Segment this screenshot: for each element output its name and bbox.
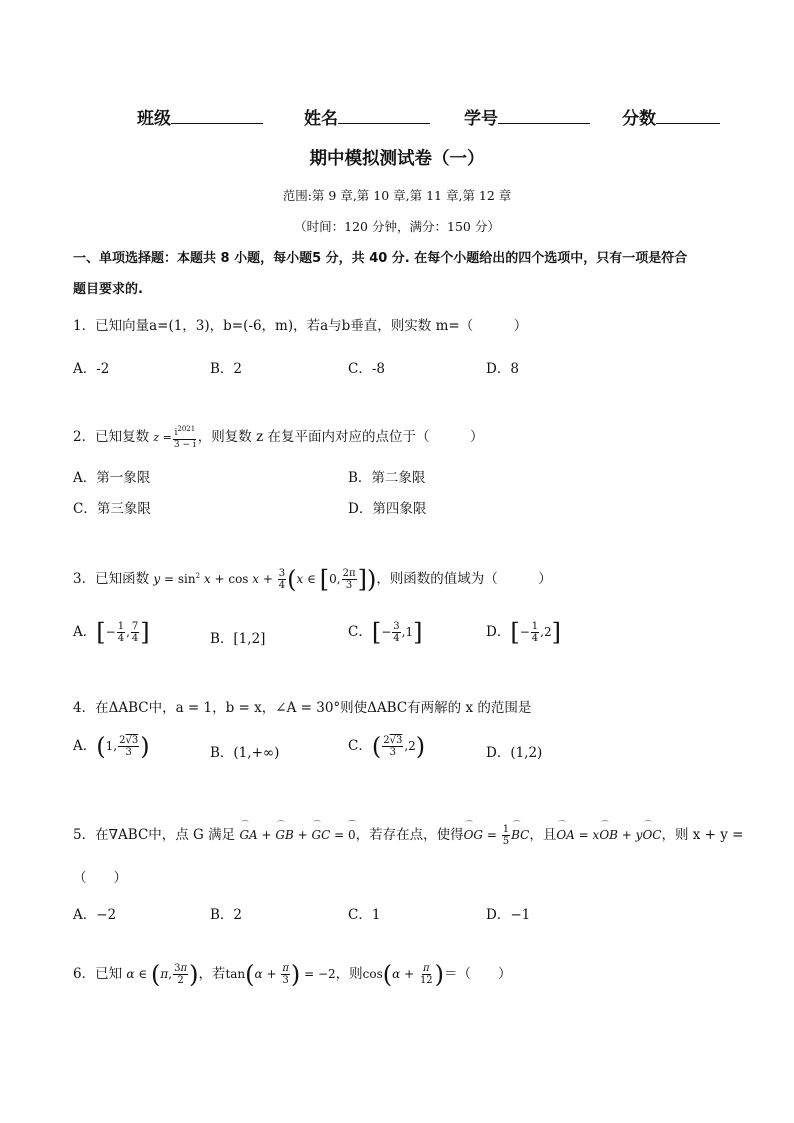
q3-option-c[interactable]: C．[− $\frac{3}{4}$ ,1] — [348, 618, 423, 647]
question-1 — [73, 314, 527, 334]
question-text-pre: 在∇ABC中，点 G 满足 — [95, 827, 236, 843]
q2-option-d[interactable]: D．第四象限 — [348, 501, 427, 517]
name-blank[interactable] — [338, 107, 430, 124]
q5-option-b[interactable]: B．2 — [210, 907, 243, 923]
class-label: 班级 — [137, 109, 171, 129]
question-text-mid: ，若 — [198, 966, 226, 982]
question-2 — [73, 424, 483, 451]
formula-function: $y = \sin^2 x + \cos x$ + $\frac{3}{4}$ (x ∈ [0, $\frac{2\pi}{3}$ ]) — [153, 565, 377, 594]
question-text-post: ＝（ ） — [444, 966, 512, 982]
question-text-mid2: ，且 — [529, 827, 557, 843]
name-label: 姓名 — [304, 109, 338, 129]
class-blank[interactable] — [171, 107, 263, 124]
formula-alpha-range: α ∈ (π, $\frac{3\pi}{2}$ ) — [126, 960, 199, 989]
id-blank[interactable] — [498, 107, 590, 124]
question-text-pre: 已知函数 — [95, 571, 150, 587]
time-info: （时间：120 分钟，满分：150 分） — [294, 219, 500, 234]
formula-cos: cos(α + $\frac{\pi}{12}$ ) — [362, 960, 445, 989]
question-text-mid: ，若存在点，使得 — [355, 827, 464, 843]
q3-option-a[interactable]: A．[− $\frac{1}{4}$ , $\frac{7}{4}$ ] — [73, 618, 150, 647]
formula-oa: ⌒ OA = x⌒ OB + y⌒ OC — [556, 828, 661, 842]
exam-scope: 范围:第 9 章,第 10 章,第 11 章,第 12 章 — [282, 188, 512, 203]
formula-og: ⌒ OG = $\frac{1}{5}$ ⌒ BC — [464, 828, 530, 842]
q2-option-b[interactable]: B．第二象限 — [348, 470, 426, 486]
question-text: 在ΔABC中，a = 1，b = x，∠A = 30°则使ΔABC有两解的 x 的范围是 — [95, 700, 532, 716]
q5-answer-paren: （ ） — [73, 870, 127, 886]
q3-option-b[interactable]: B．[1,2] — [210, 631, 266, 647]
question-5 — [73, 823, 744, 847]
q1-option-c[interactable]: C．-8 — [348, 361, 385, 377]
question-number: 5． — [73, 827, 96, 843]
question-number: 4． — [73, 700, 96, 716]
q1-option-a[interactable]: A．-2 — [73, 361, 110, 377]
q3-option-d[interactable]: D．[− $\frac{1}{4}$ ,2] — [486, 618, 561, 647]
fraction-i-power: $\frac{i^{2021}}{3 - i}$ — [173, 425, 196, 450]
q4-option-c[interactable]: C．( $\frac{2√3}{3}$ ,2) — [348, 732, 426, 761]
section-heading-line2: 题目要求的. — [73, 282, 143, 297]
question-6 — [73, 962, 512, 987]
question-number: 3． — [73, 571, 96, 587]
score-label: 分数 — [622, 109, 656, 129]
question-number: 2． — [73, 429, 96, 445]
q2-option-a[interactable]: A．第一象限 — [73, 470, 151, 486]
formula-centroid: ⌒ GA + ⌒ GB + ⌒ GC = ⌒ 0 — [239, 828, 355, 842]
question-text: 已知向量a=(1，3)，b=(-6，m)，若a与b垂直，则实数 m=（ ） — [95, 318, 528, 334]
page-title: 期中模拟测试卷（一） — [309, 149, 485, 169]
formula-tan: tan(α + $\frac{\pi}{3}$ ) = −2 — [225, 960, 336, 989]
score-blank[interactable] — [656, 107, 720, 124]
id-label: 学号 — [464, 109, 498, 129]
q4-option-d[interactable]: D．(1,2) — [486, 745, 543, 761]
name-field — [304, 104, 430, 129]
question-text-mid2: ，则 — [335, 966, 363, 982]
formula-z: z = — [153, 431, 172, 444]
q5-option-c[interactable]: C．1 — [348, 907, 381, 923]
q5-option-d[interactable]: D．−1 — [486, 907, 531, 923]
question-number: 1． — [73, 318, 96, 334]
question-number: 6． — [73, 966, 96, 982]
score-field — [622, 104, 720, 129]
q1-option-b[interactable]: B．2 — [210, 361, 243, 377]
q5-option-a[interactable]: A．−2 — [73, 907, 117, 923]
question-4 — [73, 696, 531, 716]
question-text-post: ，则 x + y = — [661, 827, 744, 843]
question-text-post: ，则函数的值域为（ ） — [376, 571, 552, 587]
q2-option-c[interactable]: C．第三象限 — [73, 501, 151, 517]
question-text-pre: 已知复数 — [95, 429, 150, 445]
question-text-post: ，则复数 z 在复平面内对应的点位于（ ） — [197, 429, 484, 445]
question-3 — [73, 567, 552, 592]
q4-option-b[interactable]: B．(1,+∞) — [210, 745, 280, 761]
section-heading-line1: 一、单项选择题：本题共 8 小题，每小题5 分，共 40 分. 在每个小题给出的四个选项中，只有一项是符合 — [73, 251, 688, 266]
header-row — [137, 104, 263, 129]
q4-option-a[interactable]: A．(1, $\frac{2√3}{3}$ ) — [73, 732, 150, 761]
q1-option-d[interactable]: D．8 — [486, 361, 519, 377]
id-field — [464, 104, 590, 129]
question-text-pre: 已知 — [95, 966, 123, 982]
